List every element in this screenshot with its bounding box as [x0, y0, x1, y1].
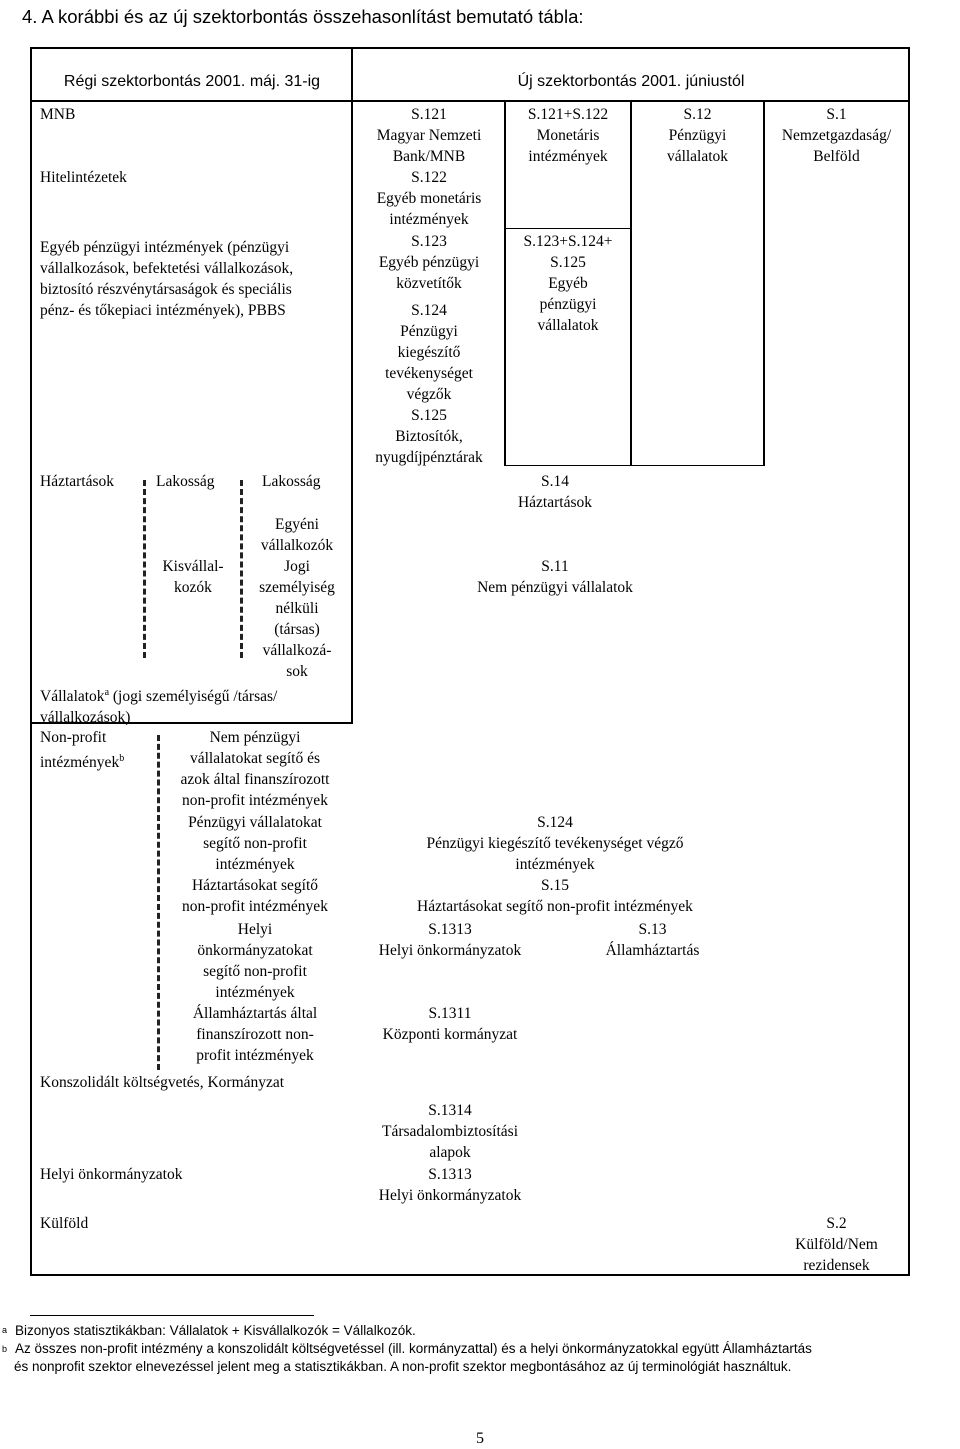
old-kulfold: Külföld: [40, 1215, 89, 1232]
new-s13: S.13 Államháztartás: [605, 921, 700, 959]
page-heading: 4. A korábbi és az új szektorbontás összehasonlítást bemutató tábla:: [22, 6, 584, 27]
old-np-allam: Államháztartás által finanszírozott non- profit intézmények: [192, 1005, 318, 1064]
old-sector-header: Régi szektorbontás 2001. máj. 31-ig: [63, 73, 321, 90]
new-s15: S.15 Háztartásokat segítő non-profit intézmények: [417, 877, 693, 915]
old-lakossag-2: Lakosság: [262, 473, 321, 490]
new-s121: S.121 Magyar Nemzeti Bank/MNB: [376, 106, 482, 165]
new-s123: S.123 Egyéb pénzügyi közvetítők: [378, 233, 480, 292]
old-lakossag-1: Lakosság: [156, 473, 215, 490]
old-np-nem-penzugyi: Nem pénzügyi vállalatokat segítő és azok által finanszírozott non-profit intézmények: [180, 729, 330, 809]
old-egyeni-vallalkozok: Egyéni vállalkozók: [260, 516, 334, 554]
new-s1: S.1 Nemzetgazdaság/ Belföld: [781, 106, 892, 165]
new-s123-s125: S.123+S.124+ S.125 Egyéb pénzügyi vállalatok: [523, 233, 613, 334]
old-np-penzugyi: Pénzügyi vállalatokat segítő non-profit intézmények: [188, 814, 322, 873]
old-np-helyi: Helyi önkormányzatokat segítő non-profit intézmények: [197, 921, 313, 1001]
old-hitelintezetek: Hitelintézetek: [40, 169, 127, 186]
new-s125: S.125 Biztosítók, nyugdíjpénztárak: [375, 407, 483, 466]
new-s14: S.14 Háztartások: [517, 473, 593, 511]
new-s12: S.12 Pénzügyi vállalatok: [666, 106, 729, 165]
old-jogi-szemelyiseg-nelkuli: Jogi személyiség nélküli (társas) vállalkozá- sok: [259, 558, 335, 680]
old-mnb: MNB: [40, 106, 76, 123]
new-s1311: S.1311 Központi kormányzat: [382, 1005, 518, 1043]
new-s121-s122: S.121+S.122 Monetáris intézmények: [527, 106, 609, 165]
old-egyeb-penzugyi: Egyéb pénzügyi intézmények (pénzügyi vállalkozások, befektetési vállalkozások, biztosító részvénytársaságok és speciális pénz- és tőkepiaci intézmények), PBBS: [40, 239, 294, 319]
old-np-haztartas: Háztartásokat segítő non-profit intézmények: [182, 877, 328, 915]
new-s1314: S.1314 Társadalombiztosítási alapok: [381, 1102, 519, 1161]
new-s11: S.11 Nem pénzügyi vállalatok: [477, 558, 633, 596]
line-under-s12: [504, 465, 765, 466]
new-s1313-b: S.1313 Helyi önkormányzatok: [378, 1166, 522, 1204]
footnote-b: $^b$ Az összes non-profit intézmény a konszolidált költségvetéssel (ill. kormányzattal) és a helyi önkormányzatokkal együtt Államháztartás és nonprofit szektor elnevezéssel jelent meg a statisztikákban. A non-profit szektor megbontásához az új terminológiát használtuk.: [2, 1341, 812, 1374]
old-haztartasok: Háztartások: [40, 473, 115, 490]
old-new-divider: [351, 47, 353, 722]
old-vallalatok: Vállalatok$^a$ (jogi személyiségű /társas/ vállalkozások): [40, 687, 278, 727]
old-konszolidalt: Konszolidált költségvetés, Kormányzat: [40, 1074, 285, 1091]
old-nonprofit: Non-profit intézmények$^b$: [40, 729, 125, 772]
header-divider: [30, 100, 910, 102]
footnote-a: $^a$ Bizonyos statisztikákban: Vállalatok + Kisvállalkozók = Vállalkozók.: [2, 1323, 416, 1338]
old-helyi-onkormanyzatok: Helyi önkormányzatok: [40, 1166, 183, 1183]
new-sector-header: Új szektorbontás 2001. júniustól: [517, 73, 745, 90]
new-s122: S.122 Egyéb monetáris intézmények: [376, 169, 482, 228]
new-s1313-a: S.1313 Helyi önkormányzatok: [378, 921, 522, 959]
new-s2: S.2 Külföld/Nem rezidensek: [795, 1215, 878, 1274]
new-s124-penzugyi-kiegeszito: S.124 Pénzügyi kiegészítő tevékenységet végző intézmények: [426, 814, 684, 873]
page-number: 5: [476, 1430, 484, 1447]
line-under-s122: [504, 228, 630, 229]
new-s124: S.124 Pénzügyi kiegészítő tevékenységet végzők: [385, 302, 473, 403]
old-kisvallalkozok: Kisvállal- kozók: [162, 558, 224, 596]
footnote-rule: [30, 1315, 314, 1316]
